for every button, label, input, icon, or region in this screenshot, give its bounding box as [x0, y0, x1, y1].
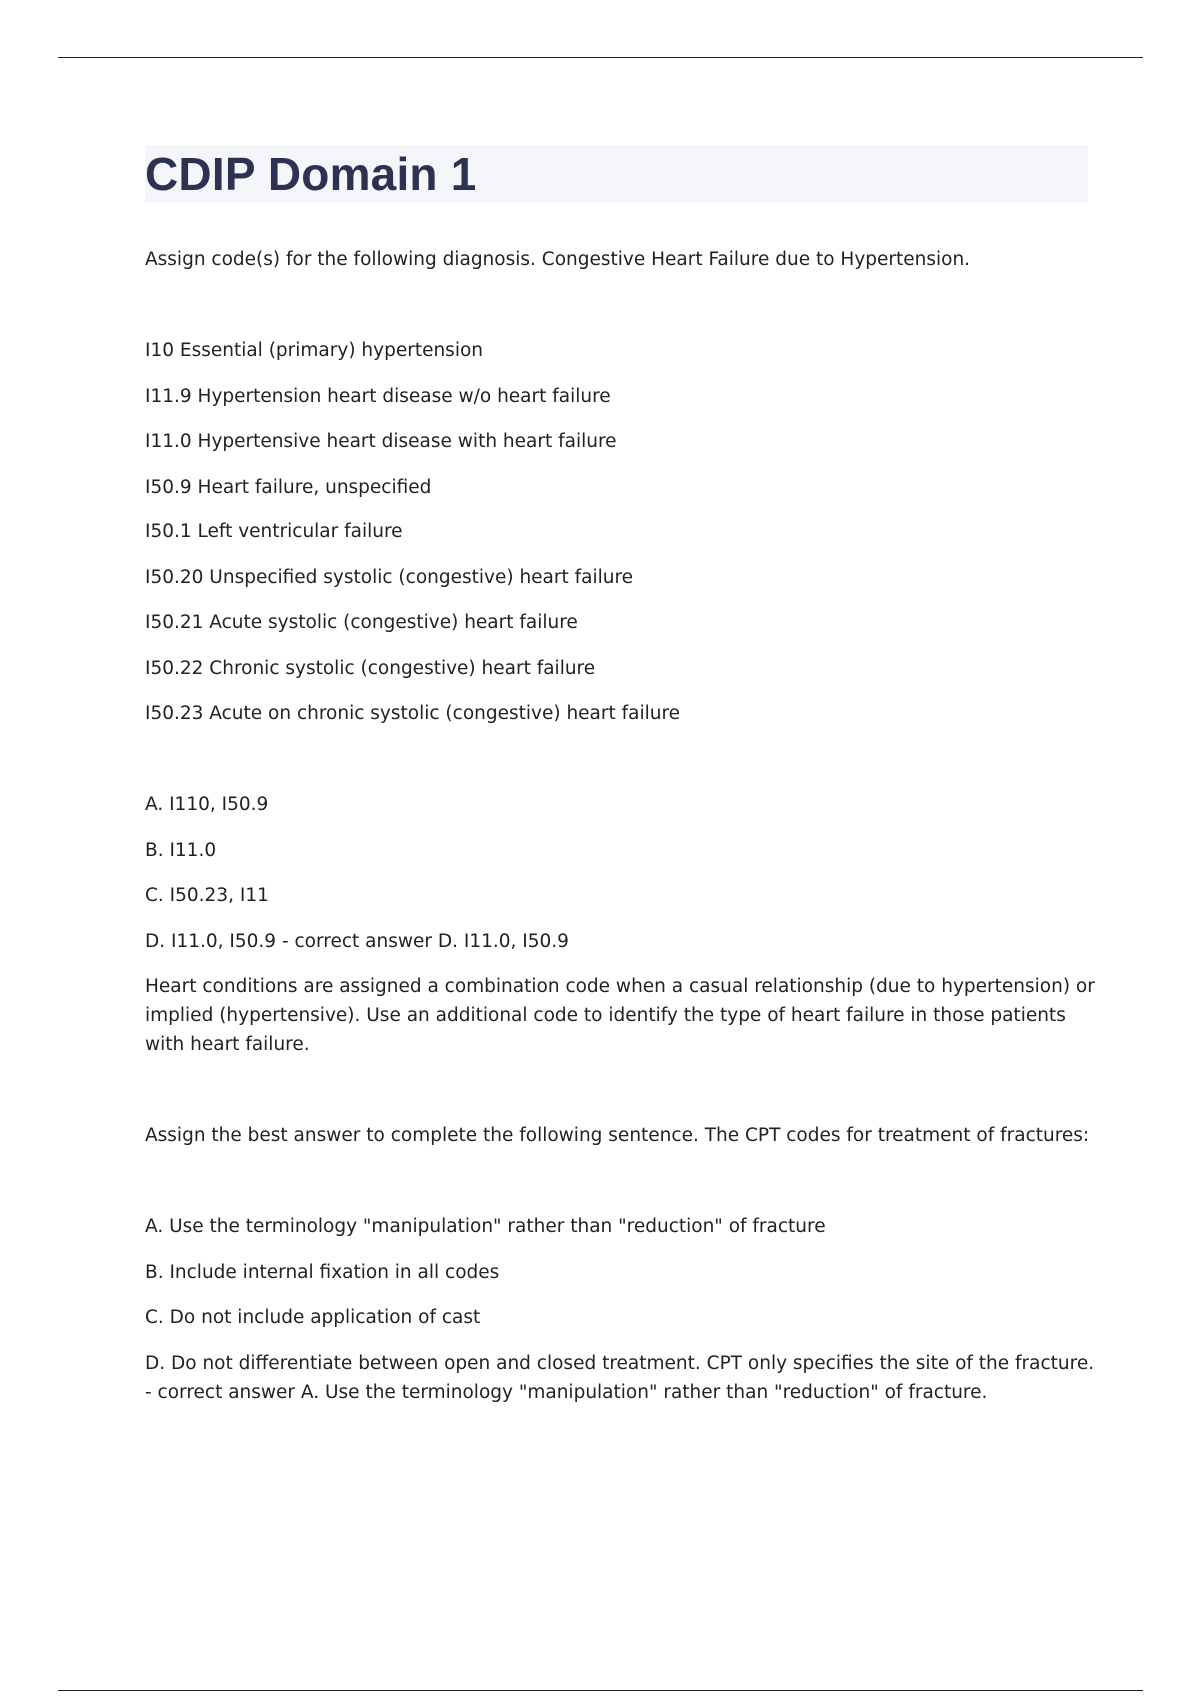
question-1-explanation: Heart conditions are assigned a combination code when a casual relationship (due to hypertension) or implied (hypertensive). Use an additional code to identify the type of heart failure in those patients with heart failure. [145, 976, 1095, 1055]
code-list-item: I11.9 Hypertension heart disease w/o heart failure [145, 386, 611, 407]
code-list-item: I10 Essential (primary) hypertension [145, 340, 484, 361]
question-2-option-a: A. Use the terminology "manipulation" rather than "reduction" of fracture [145, 1216, 826, 1237]
page-title: CDIP Domain 1 [145, 148, 477, 200]
code-list-item: I50.23 Acute on chronic systolic (congestive) heart failure [145, 703, 681, 724]
question-2-prompt: Assign the best answer to complete the following sentence. The CPT codes for treatment of fractures: [145, 1125, 1090, 1146]
question-2-option-d-answer: D. Do not differentiate between open and closed treatment. CPT only specifies the site of the fracture. - correct answer A. Use the terminology "manipulation" rather than "reduction" of fracture. [145, 1353, 1095, 1403]
bottom-rule [58, 1690, 1143, 1691]
question-2-option-c: C. Do not include application of cast [145, 1307, 481, 1328]
code-list-item: I50.21 Acute systolic (congestive) heart failure [145, 612, 578, 633]
code-list-item: I50.20 Unspecified systolic (congestive) heart failure [145, 567, 634, 588]
code-list-item: I50.9 Heart failure, unspecified [145, 477, 432, 498]
code-list-item: I11.0 Hypertensive heart disease with heart failure [145, 431, 617, 452]
question-1-prompt: Assign code(s) for the following diagnosis. Congestive Heart Failure due to Hypertension. [145, 249, 971, 270]
code-list-item: I50.1 Left ventricular failure [145, 521, 403, 542]
question-1-option-a: A. I110, I50.9 [145, 794, 269, 815]
question-2-option-b: B. Include internal fixation in all codes [145, 1262, 500, 1283]
question-1-option-c: C. I50.23, I11 [145, 885, 269, 906]
top-rule [58, 57, 1143, 58]
question-1-option-b: B. I11.0 [145, 840, 217, 861]
question-1-option-d-answer: D. I11.0, I50.9 - correct answer D. I11.0, I50.9 [145, 931, 569, 952]
code-list-item: I50.22 Chronic systolic (congestive) heart failure [145, 658, 596, 679]
